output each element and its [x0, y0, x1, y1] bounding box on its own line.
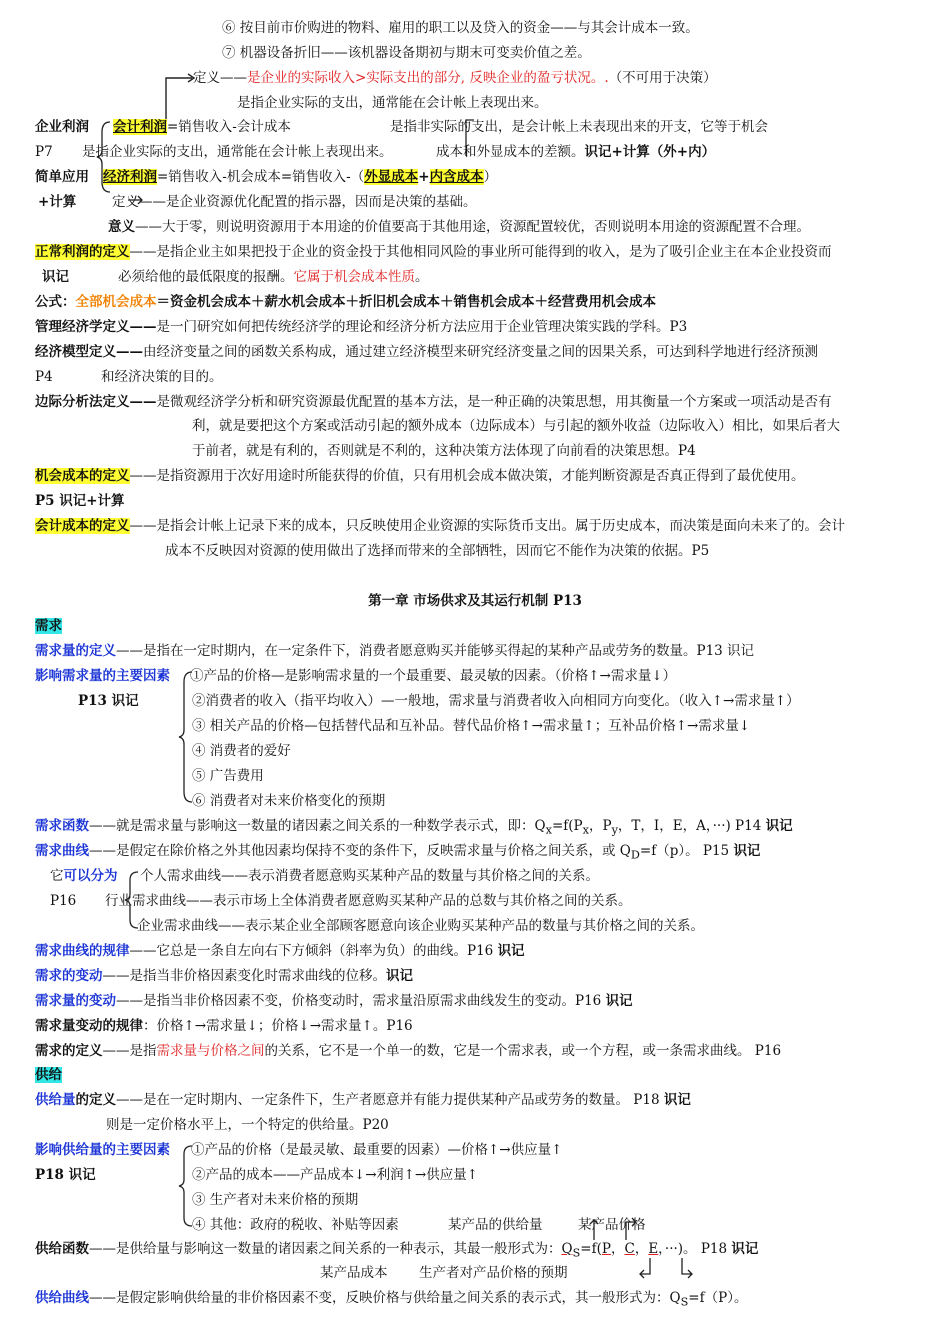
- text-line: 于前者，就是有利的，否则就是不利的，这种决策方法体现了向前看的决策思想。P4: [192, 443, 696, 459]
- list-item: ②产品的成本——产品成本↓→利润↑→供应量↑: [192, 1167, 479, 1183]
- list-item: ①产品的价格（是最灵敏、最重要的因素）—价格↑→供应量↑: [191, 1142, 563, 1158]
- text-line: ⑦ 机器设备折旧——该机器设备期初与期末可变卖价值之差。: [222, 45, 591, 61]
- note: P5 识记+计算: [35, 493, 125, 509]
- text-line: 是指非实际的支出，是会计帐上未表现出来的开支，它等于机会: [390, 119, 768, 135]
- section-heading: 需求: [35, 618, 62, 634]
- text-line: 需求曲线的规律——它总是一条自左向右下方倾斜（斜率为负）的曲线。P16 识记: [35, 943, 525, 959]
- text-line: 和经济决策的目的。: [101, 369, 223, 385]
- list-item: ③ 生产者对未来价格的预期: [192, 1192, 359, 1208]
- text-line: 需求曲线——是假定在除价格之外其他因素均保持不变的条件下，反映需求量与价格之间关系，或 $Q_D=f(p)$。 P15 识记: [35, 843, 761, 862]
- text-line: 机会成本的定义——是指资源用于次好用途时所能获得的价值，只有用机会成本做决策，才能判断资源是否真正得到了最优使用。: [35, 468, 805, 484]
- chapter-title: 第一章 市场供求及其运行机制 P13: [368, 593, 582, 609]
- text-line: 需求量的定义——是指在一定时期内，在一定条件下，消费者愿意购买并能够买得起的某种产品或劳务的数量。P13 识记: [35, 643, 755, 659]
- list-item: 企业需求曲线——表示某企业全部顾客愿意向该企业购买某种产品的数量与其价格之间的关系。: [137, 918, 704, 934]
- text-line: 需求的定义——是指需求量与价格之间的关系，它不是一个单一的数，它是一个需求表，或一个方程，或一条需求曲线。 P16: [35, 1043, 782, 1059]
- text-line: 是指企业实际的支出，通常能在会计帐上表现出来。: [237, 95, 548, 111]
- arrow-icon: [126, 192, 146, 208]
- margin-label: 企业利润: [35, 119, 89, 135]
- brace-icon: [122, 868, 140, 932]
- text-line: 成本不反映因对资源的使用做出了选择而带来的全部牺牲，因而它不能作为决策的依据。P5: [165, 543, 710, 559]
- text-line: 利，就是要把这个方案或活动引起的额外成本（边际成本）与引起的额外收益（边际收入）相比，如果后者大: [192, 418, 840, 434]
- annotation: 生产者对产品价格的预期: [419, 1265, 568, 1281]
- arrow-icon: [636, 1256, 700, 1282]
- section-heading: 供给: [35, 1067, 62, 1083]
- margin-label: +计算: [38, 194, 77, 210]
- list-item: ④ 消费者的爱好: [192, 743, 291, 759]
- list-item: ②消费者的收入（指平均收入）—一般地，需求量与消费者收入向相同方向变化。（收入↑→需求量↑）: [192, 693, 800, 709]
- text-line: 会计成本的定义——是指会计帐上记录下来的成本，只反映使用企业资源的实际货币支出。属于历史成本，而决策是面向未来了的。会计: [35, 518, 845, 534]
- profit-definition: 定义——是企业的实际收入>实际支出的部分, 反映企业的盈亏状况。.（不可用于决策）: [193, 70, 717, 86]
- text-line: 成本和外显成本的差额。识记+计算（外+内）: [436, 144, 716, 160]
- text-line: 则是一定价格水平上，一个特定的供给量。P20: [106, 1117, 389, 1133]
- text-line: ⑥ 按目前市价购进的物料、雇用的职工以及贷入的资金——与其会计成本一致。: [222, 20, 699, 36]
- text-line: 管理经济学定义——是一门研究如何把传统经济学的理论和经济分析方法应用于企业管理决策实践的学科。P3: [35, 319, 688, 335]
- text-line: 经济模型定义——由经济变量之间的函数关系构成，通过建立经济模型来研究经济变量之间的因果关系，可达到科学地进行经济预测: [35, 344, 818, 360]
- list-item: ⑤ 广告费用: [192, 768, 264, 784]
- list-item: 个人需求曲线——表示消费者愿意购买某种产品的数量与其价格之间的关系。: [140, 868, 599, 884]
- margin-label: P4: [35, 369, 53, 385]
- text-line: 必须给他的最低限度的报酬。它属于机会成本性质。: [118, 269, 429, 285]
- list-item: ①产品的价格—是影响需求量的一个最重要、最灵敏的因素。（价格↑→需求量↓）: [190, 668, 677, 684]
- text-line: 影响供给量的主要因素: [35, 1142, 170, 1158]
- text-line: 边际分析法定义——是微观经济学分析和研究资源最优配置的基本方法，是一种正确的决策思想，用其衡量一个方案或一项活动是否有: [35, 394, 832, 410]
- brace-icon: [176, 668, 194, 806]
- margin-label: 简单应用: [35, 169, 89, 185]
- text-line: 需求函数——就是需求量与影响这一数量的诸因素之间关系的一种数学表示式，即：$Q_x=f(P_x$，$P_y$，T，I，E，A，···) P14 识记: [35, 818, 793, 837]
- margin-label: 识记: [42, 269, 69, 285]
- list-item: ④ 其他：政府的税收、补贴等因素: [192, 1217, 399, 1233]
- annotation: 某产品成本: [320, 1265, 388, 1281]
- margin-label: P16: [50, 893, 77, 909]
- margin-label: P13 识记: [78, 693, 139, 709]
- text-line: 需求量的变动——是指当非价格因素不变，价格变动时，需求量沿原需求曲线发生的变动。P16 识记: [35, 993, 633, 1009]
- margin-label: P7: [35, 144, 53, 160]
- accounting-profit: 会计利润=销售收入-会计成本: [113, 119, 291, 135]
- text-line: 定义——是企业资源优化配置的指示器，因而是决策的基础。: [112, 194, 477, 210]
- brace-icon: [176, 1142, 194, 1230]
- annotation: 某产品价格: [578, 1217, 646, 1233]
- supply-function: 供给函数——是供给量与影响这一数量的诸因素之间关系的一种表示，其最一般形式为：$Q_S=f(P$，C，E，···)。 P18 识记: [35, 1241, 759, 1260]
- text-line: 需求的变动——是指当非价格因素变化时需求曲线的位移。识记: [35, 968, 413, 984]
- text-line: 意义——大于零，则说明资源用于本用途的价值要高于其他用途，资源配置较优，否则说明本用途的资源配置不合理。: [108, 219, 810, 235]
- list-item: ⑥ 消费者对未来价格变化的预期: [192, 793, 386, 809]
- text-line: 需求量变动的规律：价格↑→需求量↓；价格↓→需求量↑。P16: [35, 1018, 413, 1034]
- annotation: 某产品的供给量: [448, 1217, 543, 1233]
- list-item: 行业需求曲线——表示市场上全体消费者愿意购买某种产品的总数与其价格之间的关系。: [105, 893, 632, 909]
- text-line: 它可以分为: [50, 868, 118, 884]
- text-line: 供给量的定义——是在一定时期内、一定条件下，生产者愿意并有能力提供某种产品或劳务的数量。 P18 识记: [35, 1092, 691, 1108]
- text-line: 正常利润的定义——是指企业主如果把投于企业的资金投于其他相同风险的事业所可能得到的收入，是为了吸引企业主在本企业投资而: [35, 244, 832, 260]
- text-line: 供给曲线——是假定影响供给量的非价格因素不变，反映价格与供给量之间关系的表示式，其一般形式为：$Q_S=f(P)$。: [35, 1290, 748, 1309]
- economic-profit: 经济利润=销售收入-机会成本=销售收入-（外显成本+内含成本）: [103, 169, 498, 185]
- arrow-icon: [580, 1216, 640, 1242]
- margin-label: P18 识记: [35, 1167, 96, 1183]
- list-item: ③ 相关产品的价格—包括替代品和互补品。替代品价格↑→需求量↑；互补品价格↑→需求量↓: [192, 718, 751, 734]
- text-line: 是指企业实际的支出，通常能在会计帐上表现出来。: [82, 144, 393, 160]
- formula-line: 公式：全部机会成本＝资金机会成本＋薪水机会成本＋折旧机会成本＋销售机会成本＋经营费用机会成本: [35, 294, 656, 310]
- text-line: 影响需求量的主要因素: [35, 668, 170, 684]
